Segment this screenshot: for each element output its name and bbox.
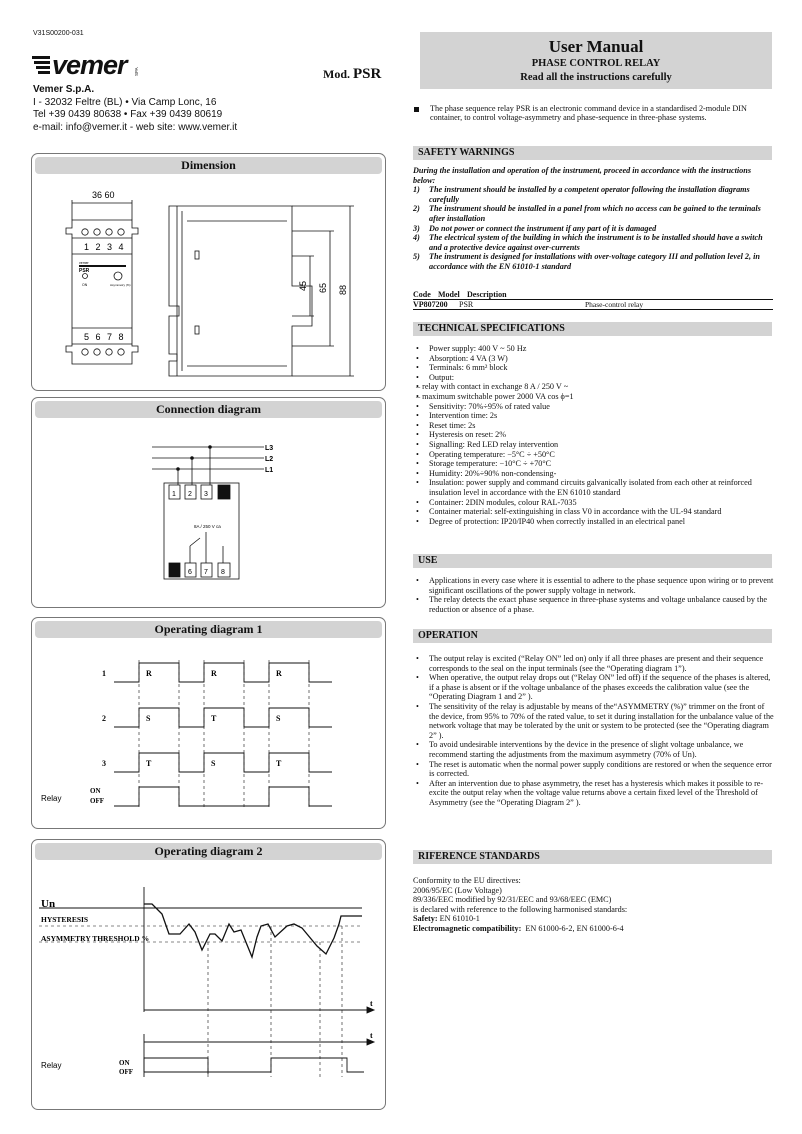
tech-list: [413, 344, 775, 526]
top-terminal-numbers: 1 2 3 4: [84, 242, 126, 252]
connection-drawing: [32, 420, 385, 608]
safety-item-5: 5) The instrument is designed for installations with over-voltage category III and pollution level 2, in accordance with the EN 61010-1 standard: [413, 252, 760, 271]
connection-title: Connection diagram: [35, 401, 382, 418]
tech-item: • Terminals: 6 mm² block: [413, 363, 775, 373]
tech-item: • Reset time: 2s: [413, 421, 775, 431]
title-box: [420, 32, 772, 89]
tech-item: • Intervention time: 2s: [413, 411, 775, 421]
operation-list: [413, 654, 775, 808]
safety-item-4: 4) The electrical system of the building in which the instrument is to be installed should have a switch and a protective device against over-currents: [413, 233, 763, 252]
dimension-width-label: 36 60: [92, 190, 115, 200]
op1-row3-label: 3: [102, 759, 106, 768]
company-name: Vemer S.p.A.: [33, 84, 95, 95]
terminal-8-label: 8: [221, 569, 225, 576]
op1-r3-c: T: [276, 759, 282, 768]
op1-r3-a: T: [146, 759, 152, 768]
op1-r2-a: S: [146, 714, 151, 723]
company-address: I - 32032 Feltre (BL) • Via Camp Lonc, 16: [33, 96, 217, 108]
device-on-label: ON: [82, 283, 88, 287]
op1-title: Operating diagram 1: [35, 621, 382, 638]
safety-header: SAFETY WARNINGS: [413, 146, 772, 160]
op2-un-label: Un: [41, 898, 56, 910]
dimension-title: Dimension: [35, 157, 382, 174]
terminal-2-label: 2: [188, 491, 192, 498]
device-asym-label: Asymmetry (%): [110, 283, 131, 287]
op2-hysteresis-label: HYSTERESIS: [41, 915, 89, 924]
terminal-7-label: 7: [204, 569, 208, 576]
tech-item: • Power supply: 400 V ~ 50 Hz: [413, 344, 775, 354]
tech-item: • Insulation: power supply and command circuits galvanically isolated from each other at reinforced insulation level in accordance with the EN 61010 standard: [413, 478, 775, 497]
op1-drawing: [32, 640, 385, 828]
tech-item: • – maximum switchable power 2000 VA cos ϕ=1: [413, 392, 775, 402]
height-45-label: 45: [298, 280, 308, 291]
document-number: V31S00200-031: [33, 30, 84, 37]
op1-r1-c: R: [276, 669, 282, 678]
tech-header: TECHNICAL SPECIFICATIONS: [413, 322, 772, 336]
operation-item: • The reset is automatic when the normal power supply conditions are restored or when the sequence error is corrected.: [413, 760, 775, 779]
standards-header: RIFERENCE STANDARDS: [413, 850, 772, 864]
tech-item: • Container: 2DIN modules, colour RAL-7035: [413, 498, 775, 508]
use-item: • The relay detects the exact phase sequence in three-phase systems and voltage unbalance caused by the reduction or absence of a phase.: [413, 595, 775, 614]
terminal-1-label: 1: [172, 491, 176, 498]
connection-panel: [31, 397, 386, 608]
bottom-terminal-numbers: 5 6 7 8: [84, 332, 126, 342]
op2-on-label: ON: [119, 1059, 130, 1067]
code-table: [413, 290, 773, 310]
title-main: User Manual: [548, 37, 644, 56]
dimension-panel: [31, 153, 386, 391]
height-88-label: 88: [338, 284, 348, 295]
op2-title: Operating diagram 2: [35, 843, 382, 860]
op1-row2-label: 2: [102, 714, 106, 723]
phase-l1-label: L1: [265, 467, 274, 474]
op1-relay-label: Relay: [41, 794, 62, 803]
use-list: [413, 576, 775, 614]
code-table-row: VP807200 PSR Phase-control relay: [413, 300, 773, 310]
intro-paragraph: The phase sequence relay PSR is an electronic command device in a standardised 2-module DIN container, to control voltage-asymmetry and phase-sequence in three-phase systems.: [413, 104, 775, 123]
phase-l2-label: L2: [265, 456, 274, 463]
tech-item: • Hysteresis on reset: 2%: [413, 430, 775, 440]
vemer-logo: [32, 50, 147, 78]
standards-text: Conformity to the EU directives: 2006/95/EC (Low Voltage) 89/336/EEC modified by 92/31/EEC and 93/68/EEC (EMC) is declared with reference to the following harmonised standards: Safety: EN 61010-1 Electromagnetic compatibility: EN 61000-6-2, EN 61000-6-4: [413, 876, 628, 933]
tech-item: • Output:: [413, 373, 775, 383]
dimension-drawing: [32, 176, 385, 390]
safety-lead: During the installation and operation of the instrument, proceed in accordance with the instructions below:: [413, 166, 752, 185]
terminal-3-label: 3: [204, 491, 208, 498]
op1-r2-b: T: [211, 714, 217, 723]
op1-row1-label: 1: [102, 669, 106, 678]
operation-item: • The output relay is excited (“Relay ON” led on) only if all three phases are present and their sequence corresponds to the seal on the input terminals (see the “Operating diagram 1”).: [413, 654, 775, 673]
op2-drawing: [32, 862, 385, 1109]
phase-l3-label: L3: [265, 445, 274, 452]
device-model-label: PSR: [79, 268, 90, 274]
bullet-square-icon: [414, 107, 419, 112]
device-brand-label: vemer: [79, 261, 89, 265]
company-phone: Tel +39 0439 80638 • Fax +39 0439 80619: [33, 109, 223, 120]
safety-warnings: [413, 166, 775, 272]
model-label: Mod. PSR: [323, 66, 382, 82]
company-web: e-mail: info@vemer.it - web site: www.vemer.it: [33, 121, 238, 133]
tech-item: • Degree of protection: IP20/IP40 when correctly installed in an electrical panel: [413, 517, 775, 527]
operating-diagram-1-panel: [31, 617, 386, 829]
safety-item-1: 1) The instrument should be installed by a competent operator following the installation diagrams carefully: [413, 185, 750, 204]
tech-item: • Operating temperature: −5°C ÷ +50°C: [413, 450, 775, 460]
use-item: • Applications in every case where it is essential to adhere to the phase sequence upon wiring or to prevent significant oscillations of the power supply voltage in network.: [413, 576, 775, 595]
operation-item: • To avoid undesirable interventions by the device in the presence of slight voltage unbalance, we recommend starting the adjustments from the maximum asymmetry (70% of Un).: [413, 740, 775, 759]
logo-spa: SPA: [134, 67, 139, 76]
safety-item-3: 3) Do not power or connect the instrument if any part of it is damaged: [413, 223, 657, 233]
operation-item: • When operative, the output relay drops out (“Relay ON” led off) if the sequence of the phases is altered, if a phase is absent or if the voltage unbalance of the phases exceeds the calibration value (see the “Operating Diagram 1 and 2” ).: [413, 673, 775, 702]
op2-t-axis-label: t: [370, 999, 373, 1008]
op1-r1-b: R: [211, 669, 217, 678]
op2-off-label: OFF: [119, 1068, 133, 1076]
title-sub: PHASE CONTROL RELAY: [531, 58, 661, 69]
op2-threshold-label: ASYMMETRY THRESHOLD %: [41, 934, 150, 943]
op1-on-label: ON: [90, 787, 101, 795]
code-table-header: Code Model Description: [413, 290, 773, 300]
tech-item: • Absorption: 4 VA (3 W): [413, 354, 775, 364]
operation-item: • The sensitivity of the relay is adjustable by means of the“ASYMMETRY (%)” trimmer on the front of the device, from 95% to 70% of the rated value, to set it during installation for the unbalance value of the network voltage that may be tolerated by the unit or system to be protected (see the “Operating diagram 2” ).: [413, 702, 775, 740]
terminal-6-label: 6: [188, 569, 192, 576]
tech-item: • Sensitivity: 70%÷95% of rated value: [413, 402, 775, 412]
logo-wordmark: vemer: [52, 50, 127, 78]
height-65-label: 65: [318, 282, 328, 293]
use-header: USE: [413, 554, 772, 568]
tech-item: • Signalling: Red LED relay intervention: [413, 440, 775, 450]
op1-r1-a: R: [146, 669, 152, 678]
company-block: [33, 84, 237, 134]
relay-rating-label: 8A / 250 V ca: [194, 524, 221, 529]
op1-off-label: OFF: [90, 797, 104, 805]
title-note: Read all the instructions carefully: [520, 72, 672, 83]
operating-diagram-2-panel: [31, 839, 386, 1110]
tech-item: • – relay with contact in exchange 8 A / 250 V ~: [413, 382, 775, 392]
operation-header: OPERATION: [413, 629, 772, 643]
op2-relay-label: Relay: [41, 1061, 62, 1070]
op1-r2-c: S: [276, 714, 281, 723]
operation-item: • After an intervention due to phase asymmetry, the reset has a hysteresis which makes it possible to re-excite the output relay when the voltage value returns above a certain fixed level of the Threshold of Asymmetry (see the “Operating Diagram 2” ).: [413, 779, 775, 808]
safety-item-2: 2) The instrument should be installed in a panel from which no access can be gained to the terminals after installation: [413, 204, 761, 223]
tech-item: • Storage temperature: −10°C ÷ +70°C: [413, 459, 775, 469]
tech-item: • Humidity: 20%÷90% non-condensing-: [413, 469, 775, 479]
op1-r3-b: S: [211, 759, 216, 768]
tech-item: • Container material: self-extinguishing in class V0 in accordance with the UL-94 standard: [413, 507, 775, 517]
op2-t-axis-label-2: t: [370, 1031, 373, 1040]
